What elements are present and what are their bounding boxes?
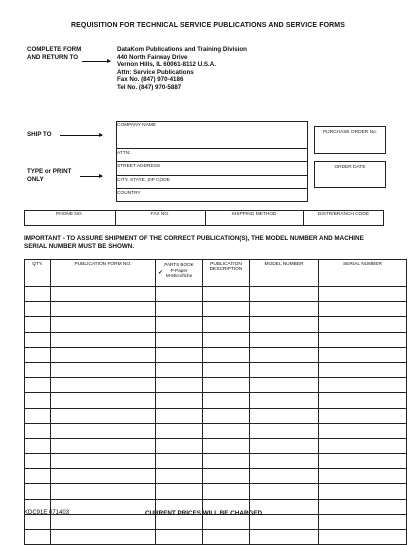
- table-row: [25, 423, 407, 438]
- type-print-line1: TYPE or PRINT: [27, 168, 72, 175]
- pub-desc-cell[interactable]: [203, 484, 250, 499]
- type-print-label: [27, 168, 71, 184]
- serial-cell[interactable]: [319, 332, 407, 347]
- model-cell[interactable]: [250, 332, 319, 347]
- qty-cell[interactable]: [25, 484, 51, 499]
- pub-form-cell[interactable]: [51, 287, 156, 302]
- pub-desc-cell[interactable]: [203, 378, 250, 393]
- return-to-label: [27, 46, 81, 62]
- purchase-order-label: PURCHASE ORDER No.: [322, 130, 378, 135]
- serial-cell[interactable]: [319, 530, 407, 545]
- phone-no-field[interactable]: PHONE NO.: [56, 212, 83, 217]
- company-name-field[interactable]: COMPANY NAME: [117, 123, 157, 128]
- form-title: REQUISITION FOR TECHNICAL SERVICE PUBLICATIONS AND SERVICE FORMS: [71, 22, 345, 29]
- parts-book-cell[interactable]: [156, 393, 203, 408]
- order-date-box[interactable]: [314, 161, 386, 188]
- pub-desc-cell[interactable]: [203, 469, 250, 484]
- parts-book-cell[interactable]: [156, 378, 203, 393]
- model-cell[interactable]: [250, 302, 319, 317]
- serial-cell[interactable]: [319, 378, 407, 393]
- parts-book-cell[interactable]: [156, 423, 203, 438]
- pub-form-header: PUBLICATION FORM NO.: [51, 260, 156, 287]
- street-address-field[interactable]: STREET ADDRESS: [117, 164, 161, 169]
- important-note: IMPORTANT - TO ASSURE SHIPMENT OF THE CORRECT PUBLICATION(S), THE MODEL NUMBER AND MACHINE SERIAL NUMBER MUST BE SHOWN.: [24, 235, 364, 250]
- model-cell[interactable]: [250, 393, 319, 408]
- pub-form-cell[interactable]: [51, 423, 156, 438]
- table-row: [25, 362, 407, 377]
- pub-desc-cell[interactable]: [203, 317, 250, 332]
- qty-cell[interactable]: [25, 332, 51, 347]
- pub-form-cell[interactable]: [51, 332, 156, 347]
- pub-desc-cell[interactable]: [203, 393, 250, 408]
- pub-desc-cell[interactable]: [203, 423, 250, 438]
- model-cell[interactable]: [250, 408, 319, 423]
- pub-form-cell[interactable]: [51, 362, 156, 377]
- model-header: MODEL NUMBER: [250, 260, 319, 287]
- pub-form-cell[interactable]: [51, 514, 156, 529]
- serial-cell[interactable]: [319, 408, 407, 423]
- table-row: [25, 378, 407, 393]
- parts-book-cell[interactable]: [156, 347, 203, 362]
- model-cell[interactable]: [250, 362, 319, 377]
- order-date-label: ORDER DATE: [334, 165, 366, 170]
- parts-book-cell[interactable]: [156, 302, 203, 317]
- qty-cell[interactable]: [25, 454, 51, 469]
- table-row: [25, 287, 407, 302]
- serial-cell[interactable]: [319, 362, 407, 377]
- model-cell[interactable]: [250, 347, 319, 362]
- serial-cell[interactable]: [319, 438, 407, 453]
- return-to-label-line1: COMPLETE FORM: [27, 46, 82, 53]
- serial-cell[interactable]: [319, 347, 407, 362]
- return-arrow-icon: [82, 61, 110, 62]
- pub-form-cell[interactable]: [51, 378, 156, 393]
- model-cell[interactable]: [250, 287, 319, 302]
- model-cell[interactable]: [250, 317, 319, 332]
- parts-book-cell[interactable]: [156, 332, 203, 347]
- pub-form-cell[interactable]: [51, 317, 156, 332]
- attn-field[interactable]: ATTN:: [117, 151, 131, 156]
- model-cell[interactable]: [250, 378, 319, 393]
- address-line: Vernon Hills, IL 60061-8112 U.S.A.: [117, 61, 216, 69]
- serial-header: SERIAL NUMBER: [319, 260, 407, 287]
- serial-cell[interactable]: [319, 514, 407, 529]
- ship-to-label: SHIP TO: [27, 131, 52, 138]
- qty-header: QTY.: [25, 260, 51, 287]
- serial-cell[interactable]: [319, 423, 407, 438]
- address-line: 440 North Fairway Drive: [117, 53, 188, 61]
- type-print-arrow-icon: [80, 176, 102, 177]
- pub-form-cell[interactable]: [51, 408, 156, 423]
- serial-cell[interactable]: [319, 469, 407, 484]
- qty-cell[interactable]: [25, 530, 51, 545]
- table-row: [25, 317, 407, 332]
- return-address: [117, 46, 247, 92]
- ship-to-arrow-icon: [60, 135, 102, 136]
- pub-desc-cell[interactable]: [203, 347, 250, 362]
- divider: [116, 175, 308, 176]
- table-row: [25, 484, 407, 499]
- qty-cell[interactable]: [25, 423, 51, 438]
- parts-book-cell[interactable]: [156, 408, 203, 423]
- pub-form-cell[interactable]: [51, 469, 156, 484]
- address-line: DataKom Publications and Training Division: [117, 46, 247, 53]
- pub-desc-cell[interactable]: [203, 408, 250, 423]
- serial-cell[interactable]: [319, 499, 407, 514]
- model-cell[interactable]: [250, 423, 319, 438]
- qty-cell[interactable]: [25, 393, 51, 408]
- pub-form-cell[interactable]: [51, 484, 156, 499]
- table-row: [25, 438, 407, 453]
- parts-book-cell[interactable]: [156, 317, 203, 332]
- pub-form-cell[interactable]: [51, 454, 156, 469]
- qty-cell[interactable]: [25, 347, 51, 362]
- return-to-label-line2: AND RETURN TO: [27, 54, 79, 61]
- parts-book-cell[interactable]: [156, 469, 203, 484]
- qty-cell[interactable]: [25, 438, 51, 453]
- parts-book-cell[interactable]: [156, 454, 203, 469]
- pub-desc-cell[interactable]: [203, 530, 250, 545]
- parts-book-cell[interactable]: [156, 362, 203, 377]
- qty-cell[interactable]: [25, 317, 51, 332]
- table-header-row: [25, 260, 407, 287]
- table-row: [25, 530, 407, 545]
- parts-book-cell[interactable]: [156, 438, 203, 453]
- serial-cell[interactable]: [319, 454, 407, 469]
- serial-cell[interactable]: [319, 302, 407, 317]
- model-cell[interactable]: [250, 484, 319, 499]
- shipping-method-field[interactable]: SHIPPING METHOD: [231, 212, 277, 217]
- purchase-order-box[interactable]: [314, 126, 386, 154]
- address-line: Fax No. (847) 970-4186: [117, 76, 184, 84]
- parts-book-cell[interactable]: [156, 530, 203, 545]
- table-row: [25, 454, 407, 469]
- pub-desc-cell[interactable]: [203, 362, 250, 377]
- table-row: [25, 332, 407, 347]
- divider: [116, 161, 308, 162]
- parts-book-cell[interactable]: [156, 287, 203, 302]
- distr-branch-code-field[interactable]: DISTR/BRANCH CODE: [317, 212, 370, 217]
- qty-cell[interactable]: [25, 302, 51, 317]
- price-notice: CURRENT PRICES WILL BE CHARGED: [145, 510, 263, 517]
- parts-book-header: [156, 260, 203, 287]
- address-line: Attn: Service Publications: [117, 68, 194, 76]
- divider: [116, 188, 308, 189]
- divider: [116, 148, 308, 149]
- pub-form-cell[interactable]: [51, 530, 156, 545]
- serial-cell[interactable]: [319, 317, 407, 332]
- pub-form-cell[interactable]: [51, 347, 156, 362]
- model-cell[interactable]: [250, 454, 319, 469]
- pub-form-cell[interactable]: [51, 393, 156, 408]
- parts-book-paper: P-Paper: [170, 267, 188, 273]
- pub-desc-cell[interactable]: [203, 332, 250, 347]
- table-row: [25, 347, 407, 362]
- parts-book-label: PARTS BOOK: [164, 262, 194, 267]
- pub-desc-cell[interactable]: [203, 454, 250, 469]
- publications-table: [24, 259, 407, 545]
- parts-book-microfiche: M-Microfiche: [165, 273, 193, 278]
- fax-no-field[interactable]: FAX NO.: [150, 212, 170, 217]
- qty-cell[interactable]: [25, 469, 51, 484]
- pub-desc-cell[interactable]: [203, 287, 250, 302]
- pub-form-cell[interactable]: [51, 438, 156, 453]
- checkmark-icon: ✓: [158, 270, 164, 276]
- address-line: Tel No. (847) 970-5887: [117, 83, 182, 91]
- qty-cell[interactable]: [25, 514, 51, 529]
- pub-desc-header: PUBLICATION DESCRIPTION: [203, 260, 250, 287]
- city-state-zip-field[interactable]: CITY, STATE, ZIP CODE: [117, 178, 170, 183]
- table-row: [25, 469, 407, 484]
- parts-book-cell[interactable]: [156, 484, 203, 499]
- serial-cell[interactable]: [319, 484, 407, 499]
- model-cell[interactable]: [250, 469, 319, 484]
- serial-cell[interactable]: [319, 287, 407, 302]
- model-cell[interactable]: [250, 530, 319, 545]
- country-field[interactable]: COUNTRY: [117, 191, 141, 196]
- table-row: [25, 302, 407, 317]
- serial-cell[interactable]: [319, 393, 407, 408]
- table-row: [25, 393, 407, 408]
- qty-cell[interactable]: [25, 287, 51, 302]
- qty-cell[interactable]: [25, 362, 51, 377]
- pub-form-cell[interactable]: [51, 302, 156, 317]
- model-cell[interactable]: [250, 438, 319, 453]
- qty-cell[interactable]: [25, 378, 51, 393]
- type-print-line2: ONLY: [27, 176, 44, 183]
- table-row: [25, 408, 407, 423]
- pub-desc-cell[interactable]: [203, 302, 250, 317]
- qty-cell[interactable]: [25, 408, 51, 423]
- form-code: KDC91E 071403: [24, 510, 70, 516]
- pub-desc-cell[interactable]: [203, 438, 250, 453]
